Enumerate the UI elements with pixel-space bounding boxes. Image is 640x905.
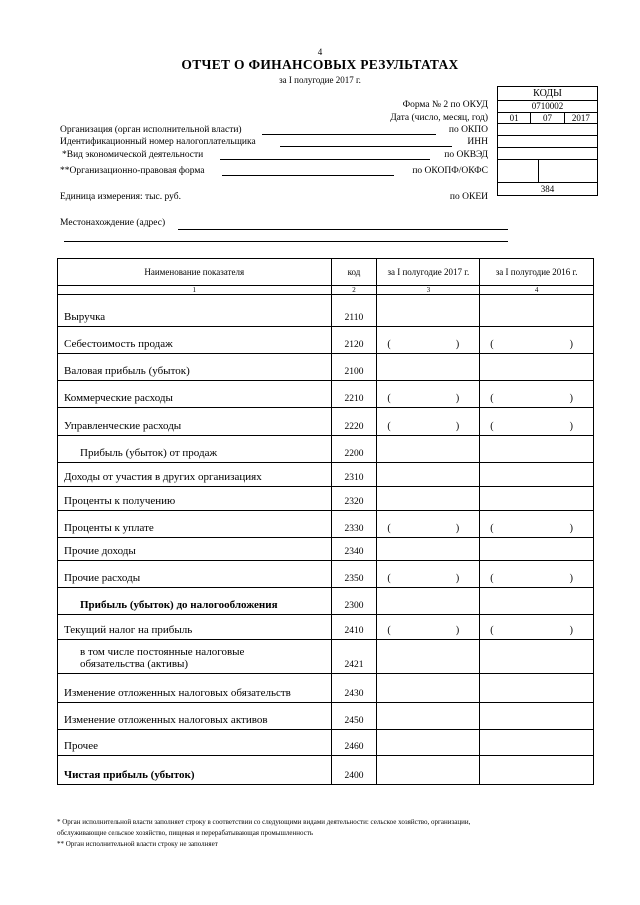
inn-field[interactable] [280,146,452,147]
row-code: 2300 [331,588,377,615]
date-month: 07 [531,113,564,123]
value-2017-cell[interactable]: ( ) [377,615,480,640]
table-row [58,674,594,703]
row-code: 2430 [331,674,377,703]
row-name: Доходы от участия в других организациях [58,463,332,487]
table-row [58,561,594,588]
row-code: 2350 [331,561,377,588]
value-2016-cell[interactable] [480,354,594,381]
row-name: Проценты к получению [58,487,332,511]
report-period: за I полугодие 2017 г. [279,75,361,85]
value-2017-cell[interactable] [377,354,480,381]
inn-label: Идентификационный номер налогоплательщика [60,137,256,147]
value-2017-cell[interactable] [377,487,480,511]
unit-label: Единица измерения: тыс. руб. [60,192,181,202]
value-2016-cell[interactable] [480,756,594,785]
col-header-name: Наименование показателя [58,259,332,286]
value-2017-cell[interactable] [377,703,480,730]
row-code: 2340 [331,538,377,561]
row-code: 2320 [331,487,377,511]
value-2016-cell[interactable]: ( ) [480,561,594,588]
table-row [58,463,594,487]
table-row [58,640,594,674]
col-index-1: 1 [58,286,332,295]
row-name: Коммерческие расходы [58,381,332,408]
value-2016-cell[interactable]: ( ) [480,408,594,436]
date-code [498,113,597,124]
activity-field[interactable] [220,159,430,160]
row-code: 2460 [331,730,377,756]
value-2017-cell[interactable] [377,295,480,327]
value-2016-cell[interactable]: ( ) [480,511,594,538]
value-2016-cell[interactable] [480,463,594,487]
footnote-1-line2: обслуживающие сельское хозяйство, пищевая и перерабатывающая промышленность [57,829,314,837]
row-name: Прибыль (убыток) от продаж [58,436,332,463]
row-name: Изменение отложенных налоговых обязательств [58,674,332,703]
value-2017-cell[interactable]: ( ) [377,408,480,436]
row-code: 2310 [331,463,377,487]
value-2016-cell[interactable]: ( ) [480,327,594,354]
row-name: Валовая прибыль (убыток) [58,354,332,381]
value-2017-cell[interactable]: ( ) [377,561,480,588]
table-row [58,511,594,538]
value-2016-cell[interactable] [480,487,594,511]
report-title: ОТЧЕТ О ФИНАНСОВЫХ РЕЗУЛЬТАТАХ [181,57,459,72]
value-2016-cell[interactable] [480,703,594,730]
row-code: 2421 [331,640,377,674]
value-2017-cell[interactable] [377,538,480,561]
table-row [58,436,594,463]
table-row [58,588,594,615]
location-label: Местонахождение (адрес) [60,218,166,228]
value-2017-cell[interactable] [377,588,480,615]
table-row [58,730,594,756]
activity-label: *Вид экономической деятельности [62,150,204,160]
value-2016-cell[interactable]: ( ) [480,381,594,408]
value-2017-cell[interactable] [377,674,480,703]
value-2016-cell[interactable] [480,538,594,561]
value-2017-cell[interactable]: ( ) [377,327,480,354]
row-name: Проценты к уплате [58,511,332,538]
okopf-label: по ОКОПФ/ОКФС [412,166,488,176]
okved-code[interactable] [498,148,597,160]
okved-label: по ОКВЭД [444,150,488,160]
row-name: Выручка [58,295,332,327]
date-day: 01 [498,113,531,123]
value-2017-cell[interactable] [377,640,480,674]
row-code: 2450 [331,703,377,730]
row-name: Прочее [58,730,332,756]
page-number: 4 [317,47,323,57]
value-2017-cell[interactable]: ( ) [377,511,480,538]
form-okud-label: Форма № 2 по ОКУД [402,100,488,110]
codes-box [497,86,598,196]
table-row [58,487,594,511]
value-2016-cell[interactable] [480,295,594,327]
legal-form-field[interactable] [222,175,394,176]
location-field[interactable] [178,229,508,230]
org-field[interactable] [262,134,436,135]
value-2017-cell[interactable] [377,756,480,785]
okei-label: по ОКЕИ [449,192,488,202]
row-code: 2400 [331,756,377,785]
row-name: Прибыль (убыток) до налогообложения [58,588,332,615]
table-row [58,756,594,785]
table-row [58,703,594,730]
table-row [58,295,594,327]
legal-form-label: **Организационно-правовая форма [60,166,205,176]
value-2017-cell[interactable]: ( ) [377,381,480,408]
row-name: Прочие расходы [58,561,332,588]
col-header-2016: за I полугодие 2016 г. [480,259,594,286]
okopf-code[interactable] [498,160,597,183]
row-name: Изменение отложенных налоговых активов [58,703,332,730]
col-index-4: 4 [480,286,594,295]
value-2016-cell[interactable] [480,588,594,615]
location-field-line2[interactable] [64,241,508,242]
value-2016-cell[interactable] [480,730,594,756]
table-row [58,615,594,640]
value-2017-cell[interactable] [377,730,480,756]
row-name: Чистая прибыль (убыток) [58,756,332,785]
date-label: Дата (число, месяц, год) [390,113,488,123]
okei-code: 384 [540,184,555,194]
row-code: 2120 [331,327,377,354]
inn-code[interactable] [498,136,597,148]
table-row [58,354,594,381]
row-name: Себестоимость продаж [58,327,332,354]
okpo-label: по ОКПО [448,125,488,135]
row-name: Текущий налог на прибыль [58,615,332,640]
date-year: 2017 [571,113,590,123]
row-code: 2220 [331,408,377,436]
table-row [58,327,594,354]
table-row [58,408,594,436]
value-2016-cell[interactable]: ( ) [480,615,594,640]
table-row [58,381,594,408]
row-code: 2100 [331,354,377,381]
value-2017-cell[interactable] [377,436,480,463]
row-code: 2410 [331,615,377,640]
row-code: 2210 [331,381,377,408]
inn-code-label: ИНН [467,137,488,147]
row-code: 2200 [331,436,377,463]
row-name: Прочие доходы [58,538,332,561]
value-2016-cell[interactable] [480,674,594,703]
footnote-2: ** Орган исполнительной власти строку не заполняет [57,840,218,848]
row-code: 2110 [331,295,377,327]
okpo-code[interactable] [498,124,597,136]
value-2016-cell[interactable] [480,640,594,674]
col-header-code: код [331,259,377,286]
financial-results-table [57,258,594,785]
value-2017-cell[interactable] [377,463,480,487]
okud-code: 0710002 [498,101,597,113]
footnote-1-line1: * Орган исполнительной власти заполняет строку в соответствии со следующими видами деятельности: сельское хозяйство, организации, [57,818,471,826]
col-index-2: 2 [331,286,377,295]
row-name: Управленческие расходы [58,408,332,436]
codes-header: КОДЫ [498,87,597,101]
row-name: в том числе постоянные налоговые обязательства (активы) [58,640,332,674]
org-label: Организация (орган исполнительной власти) [60,125,242,135]
row-code: 2330 [331,511,377,538]
col-index-3: 3 [377,286,480,295]
value-2016-cell[interactable] [480,436,594,463]
table-row [58,538,594,561]
col-header-2017: за I полугодие 2017 г. [377,259,480,286]
